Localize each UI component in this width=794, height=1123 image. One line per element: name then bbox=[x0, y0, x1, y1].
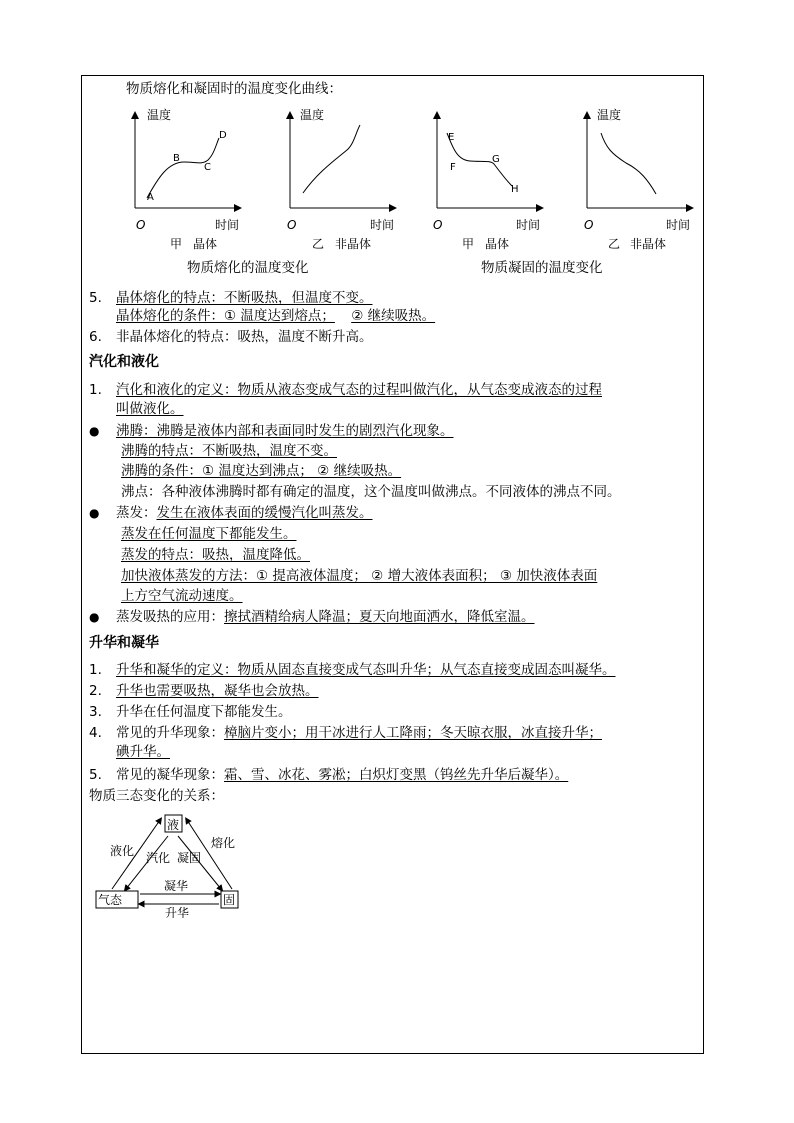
g3-point-h: H bbox=[511, 184, 519, 195]
caption-solidify: 物质凝固的温度变化 bbox=[481, 260, 603, 276]
label-deposit: 凝华 bbox=[164, 879, 189, 893]
g1-sub-crystal: 晶体 bbox=[193, 237, 218, 251]
label-vaporize: 汽化 bbox=[146, 851, 171, 865]
s3-relation-title: 物质三态变化的关系： bbox=[89, 788, 224, 804]
label-liquefy: 液化 bbox=[110, 844, 135, 858]
g2-curve bbox=[303, 125, 360, 193]
label-melt: 熔化 bbox=[211, 836, 236, 850]
s2-boil-point: 沸点：各种液体沸腾时都有确定的温度，这个温度叫做沸点。不同液体的沸点不同。 bbox=[121, 484, 621, 500]
g1-origin: O bbox=[136, 218, 146, 232]
g3-point-f: F bbox=[450, 162, 456, 173]
s2-evap-methods-cont: 上方空气流动速度。 bbox=[121, 588, 243, 604]
g4-y-label: 温度 bbox=[597, 108, 622, 122]
section-title-sublimation: 升华和凝华 bbox=[89, 635, 159, 651]
s2-evap: ● 蒸发：发生在液体表面的缓慢汽化叫蒸发。 bbox=[89, 505, 373, 521]
temperature-graphs bbox=[120, 100, 710, 282]
s2-boil: ● 沸腾：沸腾是液体内部和表面同时发生的剧烈汽化现象。 bbox=[89, 423, 454, 439]
g3-point-g: G bbox=[492, 154, 500, 165]
g4-sub-yi: 乙 bbox=[608, 237, 621, 251]
s2-evap-app: ● 蒸发吸热的应用：擦拭酒精给病人降温；夏天向地面洒水，降低室温。 bbox=[89, 609, 535, 625]
g2-y-label: 温度 bbox=[300, 108, 325, 122]
g1-point-a: A bbox=[147, 192, 154, 203]
g3-origin: O bbox=[433, 218, 443, 232]
intro-text: 物质熔化和凝固时的温度变化曲线： bbox=[126, 81, 342, 97]
s2-evap-feature: 蒸发的特点：吸热，温度降低。 bbox=[121, 547, 310, 563]
s2-item-1-cont: 叫做液化。 bbox=[116, 401, 184, 417]
g2-sub-noncrystal: 非晶体 bbox=[335, 237, 372, 251]
g3-curve bbox=[447, 133, 512, 186]
g3-point-e: E bbox=[448, 132, 455, 143]
s3-item-4: 4. 常见的升华现象：樟脑片变小；用干冰进行人工降雨；冬天晾衣服，冰直接升华； bbox=[89, 725, 602, 741]
g3-sub-jia: 甲 bbox=[462, 237, 475, 251]
g4-x-label: 时间 bbox=[666, 218, 691, 232]
g3-sub-crystal: 晶体 bbox=[485, 237, 510, 251]
g1-y-label: 温度 bbox=[147, 108, 172, 122]
item-5: 5. 晶体熔化的特点：不断吸热，但温度不变。 bbox=[89, 290, 373, 306]
three-states-diagram bbox=[90, 808, 250, 918]
s3-item-4-cont: 碘升华。 bbox=[116, 744, 170, 760]
s2-evap-methods: 加快液体蒸发的方法：① 提高液体温度； ② 增大液体表面积； ③ 加快液体表面 bbox=[121, 568, 598, 584]
section-title-vaporization: 汽化和液化 bbox=[89, 354, 159, 370]
state-liquid: 液 bbox=[167, 818, 180, 832]
s2-boil-feature: 沸腾的特点：不断吸热，温度不变。 bbox=[121, 443, 337, 459]
s2-evap-any: 蒸发在任何温度下都能发生。 bbox=[121, 526, 297, 542]
g2-sub-yi: 乙 bbox=[312, 237, 325, 251]
g1-point-b: B bbox=[173, 153, 180, 164]
s2-boil-condition: 沸腾的条件：① 温度达到沸点； ② 继续吸热。 bbox=[121, 463, 402, 479]
s3-item-1: 1. 升华和凝华的定义：物质从固态直接变成气态叫升华；从气态直接变成固态叫凝华。 bbox=[89, 662, 616, 678]
s3-item-3: 3. 升华在任何温度下都能发生。 bbox=[89, 704, 292, 720]
s3-item-2: 2. 升华也需要吸热，凝华也会放热。 bbox=[89, 683, 319, 699]
label-sublime: 升华 bbox=[165, 906, 190, 918]
state-solid: 固 bbox=[223, 893, 236, 907]
g4-curve bbox=[601, 133, 656, 194]
g1-point-c: C bbox=[204, 162, 211, 173]
g4-origin: O bbox=[584, 218, 594, 232]
g2-x-label: 时间 bbox=[370, 218, 395, 232]
s2-item-1: 1. 汽化和液化的定义：物质从液态变成气态的过程叫做汽化，从气态变成液态的过程 bbox=[89, 382, 602, 398]
g1-x-label: 时间 bbox=[215, 218, 240, 232]
item-6: 6. 非晶体熔化的特点：吸热，温度不断升高。 bbox=[89, 329, 373, 345]
item-5-condition: 晶体熔化的条件：① 温度达到熔点； ② 继续吸热。 bbox=[116, 308, 436, 324]
state-gas: 气态 bbox=[98, 893, 123, 907]
caption-melt: 物质熔化的温度变化 bbox=[187, 260, 309, 276]
s3-item-5: 5. 常见的凝华现象：霜、雪、冰花、雾凇；白炽灯变黑（钨丝先升华后凝华）。 bbox=[89, 767, 569, 783]
label-solidify: 凝固 bbox=[177, 851, 202, 865]
g1-sub-jia: 甲 bbox=[170, 237, 183, 251]
g3-x-label: 时间 bbox=[516, 218, 541, 232]
g1-point-d: D bbox=[219, 130, 227, 141]
g4-sub-noncrystal: 非晶体 bbox=[630, 237, 667, 251]
g2-origin: O bbox=[287, 218, 297, 232]
